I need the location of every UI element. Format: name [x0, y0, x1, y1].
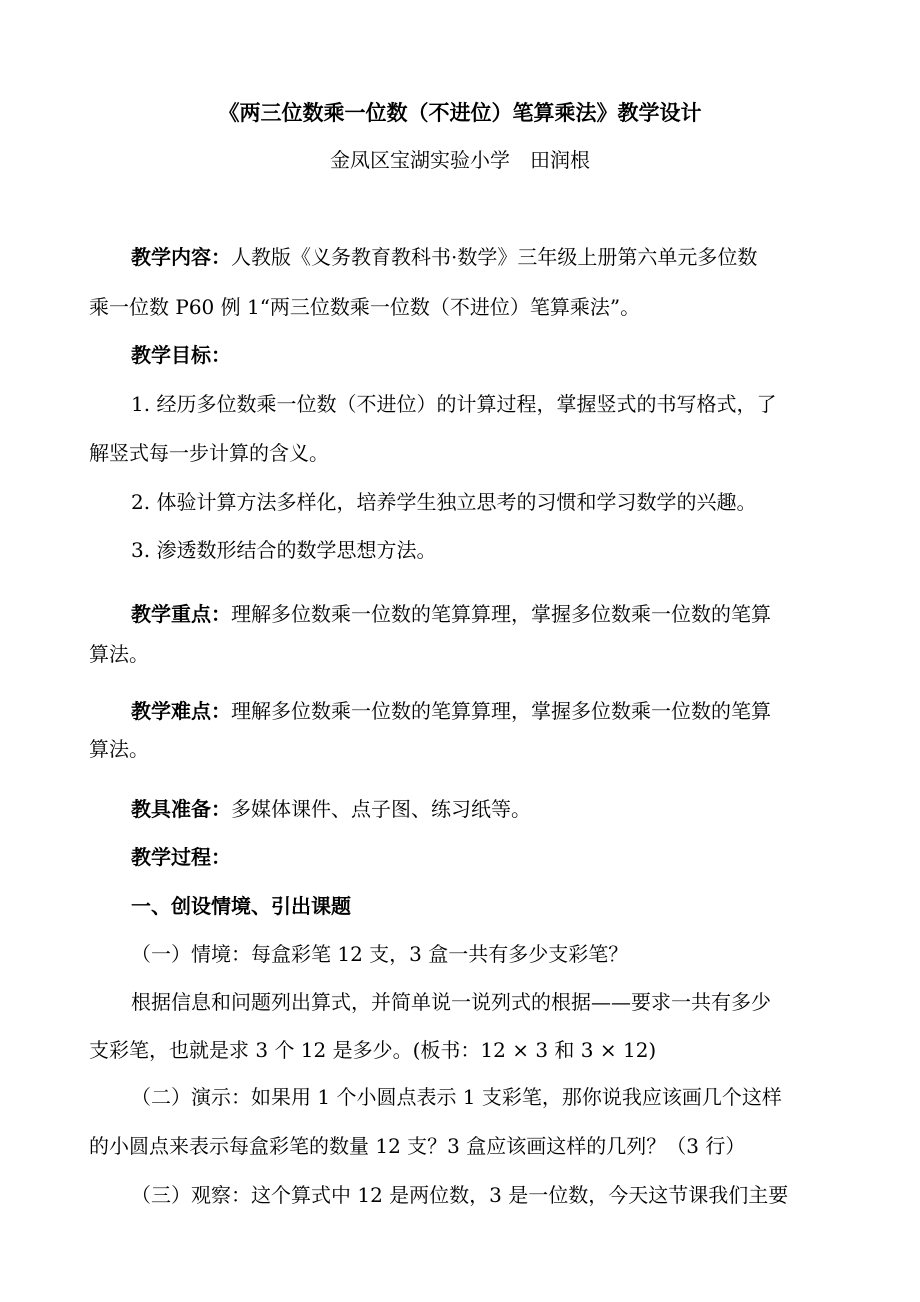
- goal-1: 1. 经历多位数乘一位数（不进位）的计算过程，掌握竖式的书写格式，了: [131, 392, 777, 416]
- document-title: 《两三位数乘一位数（不进位）笔算乘法》教学设计: [218, 101, 702, 125]
- process-paragraph-3-continued: 的小圆点来表示每盒彩笔的数量 12 支？3 盒应该画这样的几列？（3 行）: [89, 1134, 746, 1158]
- section-1-heading: 一、创设情境、引出课题: [131, 894, 351, 918]
- content-label: 教学内容：: [131, 245, 231, 269]
- difficulties-text: 理解多位数乘一位数的笔算算理，掌握多位数乘一位数的笔算: [231, 699, 771, 723]
- goals-label: 教学目标：: [131, 343, 231, 367]
- goal-2: 2. 体验计算方法多样化，培养学生独立思考的习惯和学习数学的兴趣。: [131, 490, 757, 514]
- process-paragraph-2: 根据信息和问题列出算式，并简单说一说列式的根据——要求一共有多少: [131, 990, 771, 1014]
- key-points-continued: 算法。: [89, 642, 149, 666]
- process-label: 教学过程：: [131, 845, 231, 869]
- content-text: 人教版《义务教育教科书·数学》三年级上册第六单元多位数: [231, 245, 758, 269]
- goal-3: 3. 渗透数形结合的数学思想方法。: [131, 538, 437, 562]
- author-line: 金凤区宝湖实验小学 田润根: [330, 148, 590, 172]
- tools-paragraph: [131, 796, 920, 822]
- tools-label: 教具准备：: [131, 797, 231, 821]
- key-points-paragraph: [131, 601, 920, 627]
- tools-text: 多媒体课件、点子图、练习纸等。: [231, 797, 531, 821]
- process-paragraph-3: （二）演示：如果用 1 个小圆点表示 1 支彩笔，那你说我应该画几个这样: [131, 1085, 782, 1109]
- content-text-continued: 乘一位数 P60 例 1“两三位数乘一位数（不进位）笔算乘法”。: [89, 295, 641, 319]
- difficulties-paragraph: [131, 698, 920, 724]
- process-paragraph-1: （一）情境：每盒彩笔 12 支，3 盒一共有多少支彩笔？: [131, 942, 629, 966]
- difficulties-label: 教学难点：: [131, 699, 231, 723]
- difficulties-continued: 算法。: [89, 737, 149, 761]
- process-paragraph-2-continued: 支彩笔，也就是求 3 个 12 是多少。(板书：12 × 3 和 3 × 12): [89, 1038, 657, 1062]
- content-paragraph: [131, 244, 920, 270]
- goal-1-continued: 解竖式每一步计算的含义。: [89, 441, 329, 465]
- process-paragraph-4: （三）观察：这个算式中 12 是两位数，3 是一位数，今天这节课我们主要: [131, 1183, 789, 1207]
- key-points-label: 教学重点：: [131, 602, 231, 626]
- key-points-text: 理解多位数乘一位数的笔算算理，掌握多位数乘一位数的笔算: [231, 602, 771, 626]
